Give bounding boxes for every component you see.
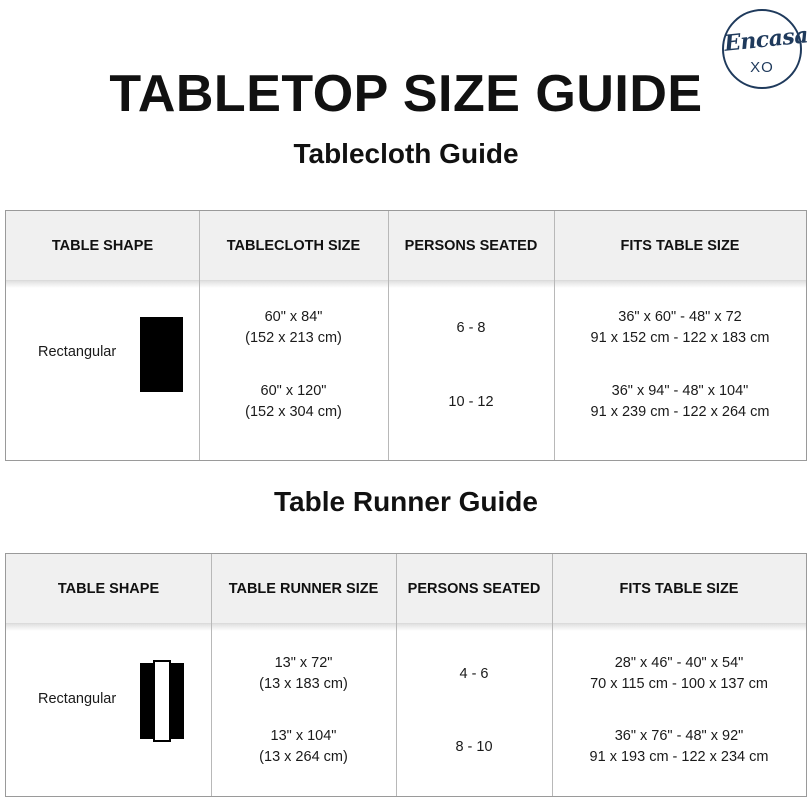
size-inches: 13" x 104" xyxy=(270,728,337,744)
rectangle-table-icon xyxy=(140,317,183,392)
fits-table-size-cell xyxy=(552,726,806,768)
logo-script-text: Encasa xyxy=(722,22,810,57)
fits-inches: 28" x 46" - 40" x 54" xyxy=(614,655,744,671)
size-inches: 60" x 120" xyxy=(260,383,327,399)
size-cm: (152 x 213 cm) xyxy=(245,330,342,346)
tablecloth-guide-table xyxy=(5,210,807,461)
table-runner-guide-table xyxy=(5,553,807,797)
runner-size-cell xyxy=(211,653,396,695)
fits-table-size-cell xyxy=(552,653,806,695)
header-persons-seated: PERSONS SEATED xyxy=(407,581,541,597)
size-cm: (13 x 183 cm) xyxy=(259,676,348,692)
header-table-shape: TABLE SHAPE xyxy=(51,238,154,254)
fits-cm: 70 x 115 cm - 100 x 137 cm xyxy=(590,676,768,692)
page-title: TABLETOP SIZE GUIDE xyxy=(109,65,703,123)
tablecloth-guide-title: Tablecloth Guide xyxy=(293,138,519,169)
persons-seated-cell: 4 - 6 xyxy=(459,666,489,682)
header-table-shape: TABLE SHAPE xyxy=(57,581,160,597)
persons-seated-cell: 8 - 10 xyxy=(455,739,493,755)
runner-size-cell xyxy=(211,726,396,768)
size-inches: 13" x 72" xyxy=(274,655,333,671)
persons-seated-cell: 6 - 8 xyxy=(456,320,486,336)
size-cm: (152 x 304 cm) xyxy=(245,404,342,420)
persons-seated-cell: 10 - 12 xyxy=(448,394,494,410)
size-inches: 60" x 84" xyxy=(264,309,323,325)
fits-inches: 36" x 60" - 48" x 72 xyxy=(618,309,742,325)
tablecloth-size-cell xyxy=(199,381,388,423)
fits-cm: 91 x 193 cm - 122 x 234 cm xyxy=(589,749,769,765)
size-cm: (13 x 264 cm) xyxy=(259,749,348,765)
fits-cm: 91 x 239 cm - 122 x 264 cm xyxy=(590,404,770,420)
runner-strip xyxy=(153,660,171,742)
table-runner-icon xyxy=(140,660,184,742)
shape-label: Rectangular xyxy=(38,691,117,707)
table-header-row xyxy=(6,211,806,281)
shape-label: Rectangular xyxy=(38,344,117,360)
header-fits-table-size: FITS TABLE SIZE xyxy=(620,238,740,254)
header-tablecloth-size: TABLECLOTH SIZE xyxy=(226,238,361,254)
header-fits-table-size: FITS TABLE SIZE xyxy=(619,581,739,597)
header-table-runner-size: TABLE RUNNER SIZE xyxy=(228,581,379,597)
header-persons-seated: PERSONS SEATED xyxy=(404,238,538,254)
fits-table-size-cell xyxy=(554,307,806,349)
tablecloth-size-cell xyxy=(199,307,388,349)
table-runner-guide-title: Table Runner Guide xyxy=(274,486,538,517)
logo-sub-text: XO xyxy=(750,59,774,76)
fits-inches: 36" x 94" - 48" x 104" xyxy=(611,383,749,399)
fits-cm: 91 x 152 cm - 122 x 183 cm xyxy=(590,330,770,346)
fits-table-size-cell xyxy=(554,381,806,423)
table-header-row xyxy=(6,554,806,624)
fits-inches: 36" x 76" - 48" x 92" xyxy=(614,728,744,744)
